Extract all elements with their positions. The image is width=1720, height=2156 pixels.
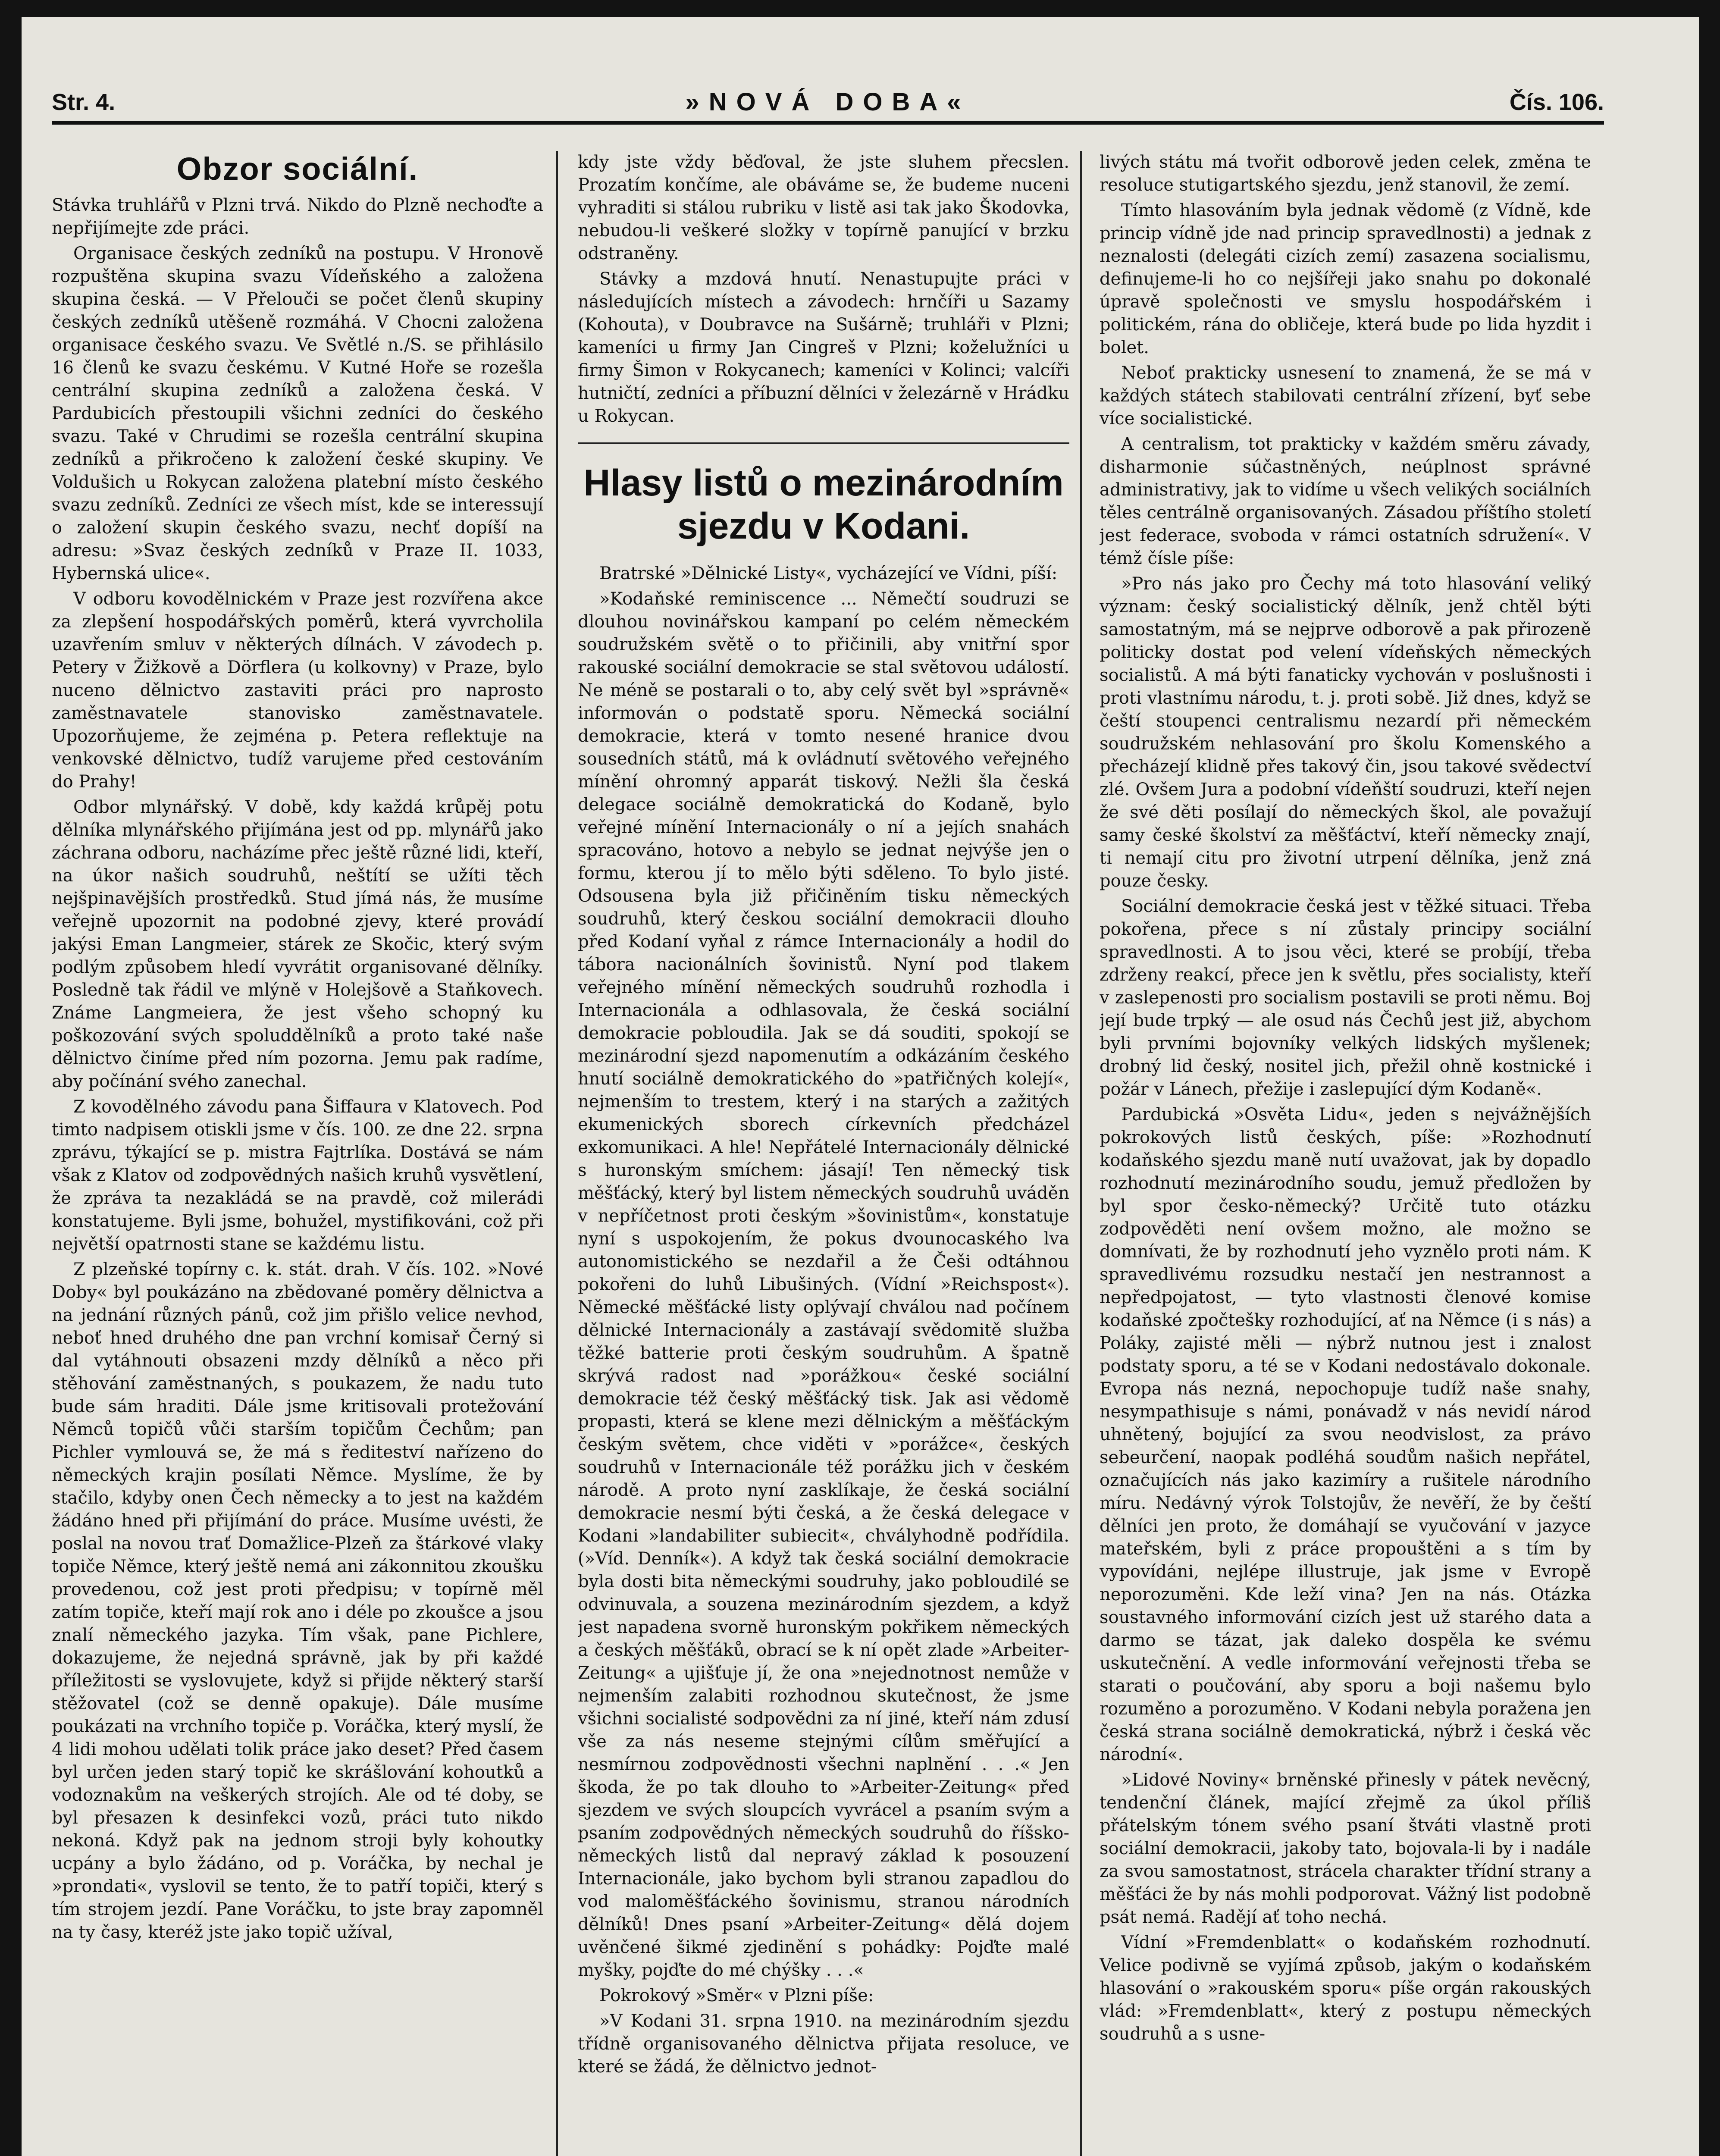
paragraph: Neboť prakticky usnesení to znamená, že se má v každých státech stabilovati centrální zřízení, byť sebe více socialistické. [1100, 363, 1591, 429]
page-header [52, 69, 1604, 125]
paragraph: Bratrské »Dělnické Listy«, vycházející ve Vídni, píší: [599, 564, 1058, 583]
column-3 [1100, 151, 1591, 2156]
paragraph: Pardubická »Osvěta Lidu«, jeden s nejvážnějších pokrokových listů českých, píše: »Rozhodnutí kodaňského sjezdu maně nutí uvažovat, jak by dopadlo rozhodnutí mezinárodního soudu, jemuž předložen by byl spor česko-německý? Určitě tuto otázku zodpověděti není ovšem možno, ale možno se domnívati, že by rozhodnutí jeho vyznělo proti nám. K spravedlivému rozsudku nestačí jen nestrannost a nepředpojatost, — tyto vlastnosti členové komise kodaňské zpočtešky rozhodující, ať na Němce (i s nás) a Poláky, zajisté měli — nýbrž nutnou jest i znalost podstaty sporu, a té se v Kodani nedostávalo dokonale. Evropa nás nezná, nepochopuje tudíž naše snahy, nesympathisuje s námi, ponávadž v nás nevidí národ uhnětený, bojující za svou neodvislost, za právo sebeurčení, naopak podléhá soudům našich nepřátel, označujících nás jako kazimíry a rušitele národního míru. Nedávný výrok Tolstojův, že nevěří, že by čeští dělníci jen proto, že domáhají se vyučování v jazyce mateřském, byli z práce propouštěni a s tím by vypovídáni, nejlépe illustruje, jak jsme v Evropě neporozuměni. Kde leží vina? Jen na nás. Otázka soustavného informování cizích jest už starého data a darmo se tázat, jak daleko dospěla ke svému uskutečnění. A vedle informování veřejnosti třeba se starati o poučování, aby sporu a boji našemu bylo rozuměno a porozuměno. V Kodani nebyla poražena jen česká strana sociálně demokratická, nýbrž i česká věc národní«. [1100, 1105, 1591, 1764]
section-title: Obzor sociální. [176, 151, 419, 187]
paragraph: »Lidové Noviny« brněnské přinesly v pátek nevěcný, tendenční článek, mající zřejmě za úkol příliš přátelským tónem svého psaní štváti vlastně proti sociální demokracii, jakoby tato, bojovala-li by i nadále za svou samostatnost, strácela charakter třídní strany a měšťáci že by nás mohli podporovat. Vážný list podobně psát nemá. Radějí ať toho nechá. [1100, 1770, 1591, 1927]
column-divider [556, 151, 558, 2156]
newspaper-title: »NOVÁ DOBA« [685, 88, 971, 116]
paragraph: Odbor mlynářský. V době, kdy každá krůpěj potu dělníka mlynářského přijímána jest od pp. mlynářů jako záchrana odboru, nacházíme přec ještě různé lidi, kteří, na úkor našich soudruhů, neštítí se užíti těch nejšpinavějších prostředků. Stud jímá nás, že musíme veřejně upozornit na podobné zjevy, které provádí jakýsi Eman Langmeier, stárek ze Skočic, který svým podlým způsobem hledí vyvrátit organisované dělníky. Posledně tak řádil ve mlýně v Holejšově a Staňkovech. Známe Langmeiera, že jest všeho schopný ku poškozování svých spoluddělníků a proto také naše dělnictvo činíme před ním pozorna. Jemu pak radíme, aby počínání svého zanechal. [52, 797, 543, 1091]
paragraph: kdy jste vždy běďoval, že jste sluhem přecslen. Prozatím končíme, ale obáváme se, že budeme nuceni vyhraditi si stálou rubriku v listě asi tak jako Škodovka, nebudou-li veškeré složky v topírně panující v brzku odstraněny. [578, 152, 1069, 263]
paragraph: A centralism, tot prakticky v každém směru závady, disharmonie súčastněných, neúplnost správné administrativy, jak to vidíme u všech velikých sociálních těles centrálně organisovaných. Zásadou příštího století jest federace, svoboda v rámci ostatních sdružení«. V témž čísle píše: [1100, 434, 1591, 568]
paragraph: livých státu má tvořit odborově jeden celek, změna te resoluce stutigartského sjezdu, jenž stanovil, že zemí. [1100, 152, 1591, 195]
paragraph: Z plzeňské topírny c. k. stát. drah. V čís. 102. »Nové Doby« byl poukázáno na zbědované poměry dělnictva a na jednání různých pánů, což jim přišlo velice nevhod, neboť hned druhého dne pan vrchní komisař Černý si dal vytáhnouti obsazeni mzdy dělníků a něco při stěhování zaměstnaných, s poukazem, že nadu tuto bude sám hraditi. Dále jsme kritisovali protežování Němců topičů vůči starším topičům Čechům; pan Pichler vymlouvá se, že má s řediteství nařízeno do německých krajin posílati Němce. Myslíme, že by stačilo, kdyby onen Čech německy a to jest na každém žádáno hned při přijímání do práce. Musíme uvésti, že poslal na novou trať Domažlice-Plzeň za štárkové vlaky topiče Němce, který ještě nemá ani zákonnitou zkoušku provedenou, což jest proti předpisu; v topírně měl zatím topiče, kteří mají rok ano i déle po zkoušce a jsou znalí německého jazyka. Tím však, pane Pichlere, dokazujeme, že nejedná správně, jak by při každé příležitosti se vyslovujete, když si přijde některý starší stěžovatel (což se denně opakuje). Dále musíme poukázati na vrchního topiče p. Voráčka, který myslí, že 4 lidi mohou udělati tolik práce jako deset? Před časem byl určen jeden starý topič ke skrášlování kohoutků a vodoznakům na veškerých strojích. Ale od té doby, se byl přesazen k desinfekci vozů, práci tuto nikdo nekoná. Když pak na jednom stroji byly kohoutky ucpány a bylo žádáno, od p. Voráčka, by nechal je »prondati«, vyslovil se tento, že to patří topiči, který s tím strojem jezdí. Pane Voráčku, to jste bray zapomněl na ty časy, kteréž jste jako topič užíval, [52, 1260, 543, 1942]
paragraph: Vídní »Fremdenblatt« o kodaňském rozhodnutí. Velice podivně se vyjímá způsob, jakým o kodaňském hlasování o »rakouském sporu« píše orgán rakouských vlád: »Fremdenblatt«, který z postupu německých soudruhů a s usne- [1100, 1933, 1591, 2044]
paragraph: Sociální demokracie česká jest v těžké situaci. Třeba pokořena, přece s ní zůstaly principy sociální spravedlnosti. A to jsou věci, které se probíjí, třeba zdrženy reakcí, přece jen k světlu, přes socialisty, kteří v zaslepenosti pro socialism postavili se proti němu. Boj její bude trpký — ale osud nás Čechů jest již, abychom byli prvními bojovníky velkých lidských myšlenek; drobný lid český, nositel jich, přežil ohně kostnické i požár v Lánech, přežije i zaslepující dým Kodaně«. [1100, 896, 1591, 1099]
issue-number: Čís. 106. [1509, 89, 1604, 115]
paragraph: V odboru kovodělnickém v Praze jest rozvířena akce za zlepšení hospodářských poměrů, která vyvrcholila uzavřením smluv v některých dílnách. V závodech p. Petery v Žižkově a Dörflera (u kolkovny) v Praze, bylo nuceno dělnictvo zastaviti práci pro naprosto zaměstnavatele stanovisko zaměstnavatele. Upozorňujeme, že zejména p. Petera reflektuje na venkovské dělnictvo, tudíž varujeme před cestováním do Prahy! [52, 589, 543, 792]
paragraph: »Kodaňské reminiscence ... Němečtí soudruzi se dlouhou novinářskou kampaní po celém německém soudružském světě o to přičinili, aby vnitřní spor rakouské sociální demokracie se stal světovou událostí. Ne méně se postarali o to, aby celý svět byl »správně« informován o podstatě sporu. Německá sociální demokracie, která v tomto nesené hranice dvou sousedních států, má k ovládnutí světového veřejného mínění ohromný apparát tiskový. Nežli šla česká delegace sociálně demokratická do Kodaně, bylo veřejné mínění Internacionály o ní a jejích snahách spracováno, hotovo a nebylo se jednat nejvýše jen o formu, kterou jí to mělo býti sděleno. To bylo jisté. Odsousena byla již přičiněním tisku německých soudruhů, který českou sociální demokracii dlouho před Kodaní vyňal z rámce Internacionály a hodil do tábora nacionálních šovinistů. Nyní pod tlakem veřejného mínění německých soudruhů rozhodla i Internacionála a odhlasovala, že česká sociální demokracie pobloudila. Jak se dá souditi, spokojí se mezinárodní sjezd napomenutím a odkázáním českého hnutí sociálně demokratického do »patřičných kolejí«, nejmenším to trestem, který i na starých a zažitých ekumenických sborech církevních předcházel exkomunikaci. A hle! Nepřátelé Internacionály dělnické s huronským smíchem: jásají! Ten německý tisk měšťácký, který byl listem německých soudruhů uváděn v nepříčetnost proti českým »šovinistům«, konstatuje nyní s uspokojením, že pokus dvounocaského lva autonomistického se nezdařil a že Češi odtáhnou pokořeni do luhů Libušiných. (Vídní »Reichspost«). Německé měšťácké listy oplývají chválou nad počínem dělnické Internacionály a zastávají svědomitě služba těžké batterie proti českým soudruhům. A špatně skrývá radost nad »porážkou« české sociální demokracie též český měšťácký tisk. Jak asi vědomě propasti, která se klene mezi dělnickým a měšťáckým českým světem, chce viděti v »porážce«, českých soudruhů v Internacionále též porážku jich v českém národě. A proto nyní zasklíkaje, že česká sociální demokracie nesmí býti česká, a že česká delegace v Kodani »landabiliter subiecit«, chvályhodně podřídila. (»Víd. Denník«). A když tak česká sociální demokracie byla dosti bita německými soudruhy, jako pobloudilé se odvinuvala, a souzena mezinárodním sjezdem, a když jest napadena svorně huronským pokřikem německých a českých měšťáků, obrací se k ní opět zlade »Arbeiter-Zeitung« a ujišťuje jí, že ona »nejednotnost nemůže v nejmenším zalabiti rozhodnou skutečnost, že jsme všichni socialisté sodpovědni za ní jiné, kteří nám zdusí vše za nás neseme stejnými cílům směřující a nesmírnou zodpovědnosti všechni naplnění . . .« Jen škoda, že po tak dlouho to »Arbeiter-Zeitung« před sjezdem ve svých sloupcích vyvrácel a psaním svým a psaním zodpovědných německých soudruhů do říšsko-německých listů dal nepravý základ k posouzení Internacionále, jako bychom byli stranou zapadlou do vod maloměšťáckého šovinismu, stranou národních dělníků! Dnes psaní »Arbeiter-Zeitung« dělá dojem uvěnčené šikmé zjedinění s pohádky: Pojďte malé myšky, pojďte do mé chýšky . . .« [578, 589, 1069, 1980]
paragraph: Z kovodělného závodu pana Šiffaura v Klatovech. Pod timto nadpisem otiskli jsme v čís. 100. ze dne 22. srpna zprávu, týkající se p. mistra Fajtrlíka. Dostává se nám však z Klatov od zodpovědných našich kruhů vysvětlení, že zpráva ta nezakládá se na pravdě, což milerádi konstatujeme. Byli jsme, bohužel, mystifikováni, což při největší opatrnosti stane se každému listu. [52, 1097, 543, 1254]
page-number: Str. 4. [52, 89, 116, 115]
column-divider [1080, 151, 1082, 2156]
paragraph: Tímto hlasováním byla jednak vědomě (z Vídně, kde princip vídně jde nad princip spravedlnosti) a jednak z neznalosti (delegáti cizích zemí) zasazena socialismu, definujeme-li ho co nejšířeji jako snahu po dokonalé úpravě společnosti ve smyslu hospodářském i politickém, rána do obličeje, která bude po lida hyzdit i bolet. [1100, 201, 1591, 357]
paragraph: Stávka truhlářů v Plzni trvá. Nikdo do Plzně nechoďte a nepřijímejte zde práci. [52, 195, 543, 238]
newspaper-page [22, 17, 1699, 2156]
paragraph: »Pro nás jako pro Čechy má toto hlasování veliký význam: český socialistický dělník, jenž chtěl býti samostatným, má se nejprve odborově a pak přirozeně politicky dostat pod velení vídeňských německých socialistů. A má býti fanaticky vychován v poslušnosti i proti vlastnímu národu, t. j. proti sobě. Již dnes, když se čeští stoupenci centralismu nezardí při německém soudružském nehlasování pro školu Komenského a přecházejí klidně přes takový čin, jsou takové svědectví zlé. Ovšem Jura a podobní vídeňští soudruzi, kteří nejen že své děti posílají do německých škol, ale považují samy české školství za měšťáctví, kteří německy znají, ti nemají citu pro životní utrpení dělníka, jenž zná pouze česky. [1100, 574, 1591, 891]
article-title: Hlasy listů o mezinárodním sjezdu v Kodani. [583, 462, 1064, 547]
paragraph: Pokrokový »Směr« v Plzni píše: [599, 1986, 874, 2006]
paragraph: Organisace českých zedníků na postupu. V Hronově rozpuštěna skupina svazu Vídeňského a založena skupina česká. — V Přelouči se počet členů skupiny českých zedníků utěšeně rozmáhá. V Chocni založena organisace českého svazu. Ve Světlé n./S. se přihlásilo 16 členů ke svazu českému. V Kutné Hoře se rozešla centrální skupina zedníků a založena česká. V Pardubicích přestoupili všichni zedníci do českého svazu. Také v Chrudimi se rozešla centrální skupina zedníků a přikročeno k založení české skupiny. Ve Voldušich u Rokycan založena platební místo českého svazu zedníků. Zedníci ze všech míst, kde se interessují o založení skupin českého svazu, nechť dopíší na adresu: »Svaz českých zedníků v Praze II. 1033, Hybernská ulice«. [52, 244, 543, 583]
paragraph: »V Kodani 31. srpna 1910. na mezinárodním sjezdu třídně organisovaného dělnictva přijata resoluce, ve které se žádá, že dělnictvo jednot- [578, 2011, 1069, 2077]
paragraph: Stávky a mzdová hnutí. Nenastupujte práci v následujících místech a závodech: hrnčíři u Sazamy (Kohouta), v Doubravce na Sušárně; truhláři v Plzni; kameníci u firmy Jan Cingreš v Plzni; koželužníci u firmy Šimon v Rokycanech; kameníci v Kolinci; valcíři hutničtí, zedníci a příbuzní dělníci v železárně v Hrádku u Rokycan. [578, 269, 1069, 426]
column-1 [52, 151, 543, 2156]
article-separator [578, 442, 1069, 444]
column-2 [578, 151, 1069, 2156]
